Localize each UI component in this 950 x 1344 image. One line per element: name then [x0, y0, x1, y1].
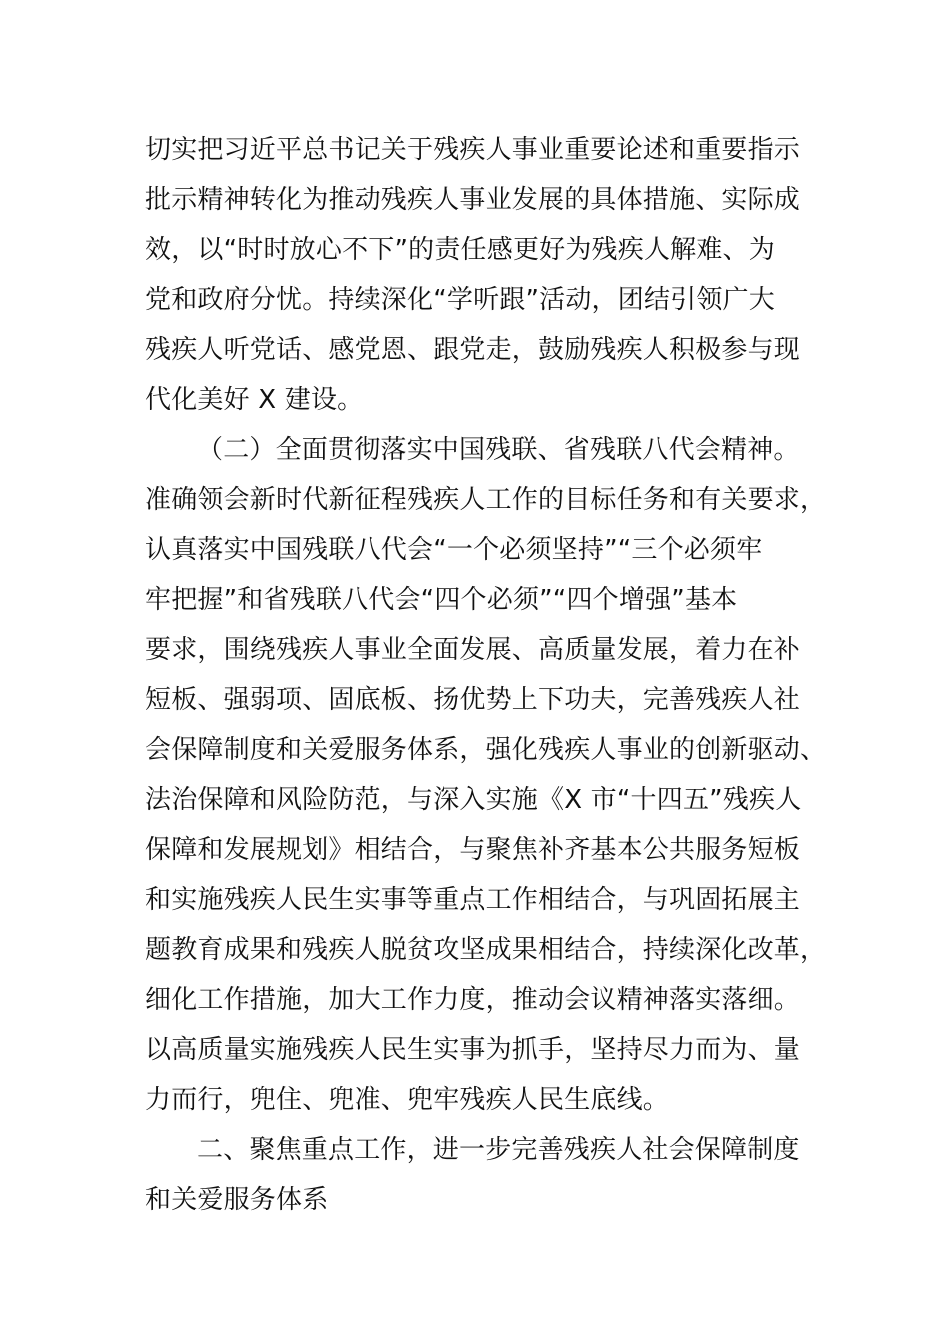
body-line: 细化工作措施，加大工作力度，推动会议精神落实落细。	[145, 985, 801, 1015]
body-line: 批示精神转化为推动残疾人事业发展的具体措施、实际成	[145, 185, 801, 215]
body-line: 党和政府分忧。持续深化“学听跟”活动，团结引领广大	[145, 285, 775, 315]
body-line: 残疾人听党话、感党恩、跟党走，鼓励残疾人积极参与现	[145, 335, 801, 365]
body-line: 代化美好 X 建设。	[145, 385, 364, 415]
section-heading-line: 二、聚焦重点工作，进一步完善残疾人社会保障制度	[197, 1135, 800, 1165]
body-line: 法治保障和风险防范，与深入实施《X 市“十四五”残疾人	[145, 785, 802, 815]
body-line: 和实施残疾人民生实事等重点工作相结合，与巩固拓展主	[145, 885, 801, 915]
body-line: 以高质量实施残疾人民生实事为抓手，坚持尽力而为、量	[145, 1035, 801, 1065]
body-line: 短板、强弱项、固底板、扬优势上下功夫，完善残疾人社	[145, 685, 801, 715]
body-line: 力而行，兜住、兜准、兜牢残疾人民生底线。	[145, 1085, 670, 1115]
section-heading-line: （二）全面贯彻落实中国残联、省残联八代会精神。	[197, 435, 800, 465]
body-line: 牢把握”和省残联八代会“四个必须”“四个增强”基本	[145, 585, 738, 615]
body-line: 会保障制度和关爱服务体系，强化残疾人事业的创新驱动、	[145, 735, 827, 765]
body-line: 和关爱服务体系	[145, 1185, 329, 1215]
body-line: 保障和发展规划》相结合，与聚焦补齐基本公共服务短板	[145, 835, 801, 865]
body-line: 切实把习近平总书记关于残疾人事业重要论述和重要指示	[145, 135, 801, 165]
body-line: 认真落实中国残联八代会“一个必须坚持”“三个必须牢	[145, 535, 763, 565]
body-line: 题教育成果和残疾人脱贫攻坚成果相结合，持续深化改革，	[145, 935, 827, 965]
body-line: 准确领会新时代新征程残疾人工作的目标任务和有关要求，	[145, 485, 827, 515]
body-line: 效，以“时时放心不下”的责任感更好为残疾人解难、为	[145, 235, 775, 265]
document-body	[145, 125, 825, 1225]
body-line: 要求，围绕残疾人事业全面发展、高质量发展，着力在补	[145, 635, 801, 665]
